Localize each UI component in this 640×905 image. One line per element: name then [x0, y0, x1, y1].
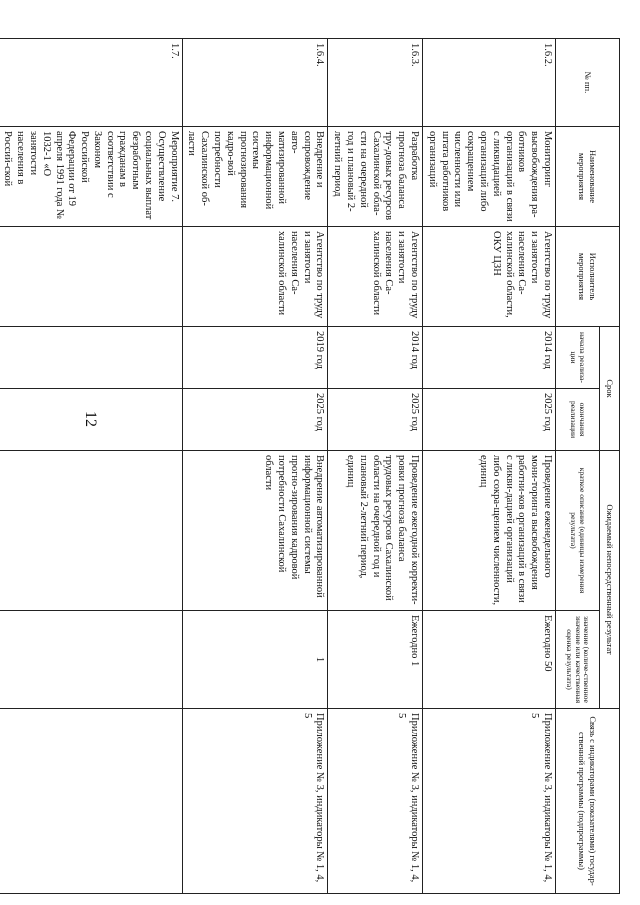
table-row: [0, 39, 182, 894]
cell-link: Приложение № 3, индикаторы № 1, 4, 5: [182, 709, 328, 894]
header-term: Срок: [600, 327, 620, 451]
cell-start: 2014 год: [423, 327, 556, 389]
header-result-desc: краткое описание (единицы измерения результата): [556, 451, 600, 611]
cell-result-value: [0, 611, 182, 709]
cell-num: 1.6.2.: [423, 39, 556, 127]
header-name: Наименование мероприятия: [556, 127, 620, 227]
header-num: № пп.: [556, 39, 620, 127]
cell-link: Приложение № 3, индикаторы № 1, 4, 5: [423, 709, 556, 894]
cell-name: Мероприятие 7. Осуществление социальных выплат безработным гражданам в соответствии с Законом Российской Федерации от 19 апреля 1991 года № 1032-1 «О занятости населения в Россий-ской: [0, 127, 182, 227]
header-link: Связь с индикаторами (показателями) государ-ственной программы (подпрограммы): [556, 709, 620, 894]
header-term-end: окончания реализации: [556, 389, 600, 451]
cell-start: [0, 327, 182, 389]
cell-result-value: Ежегодно 50: [423, 611, 556, 709]
cell-executor: Агентство по труду и занятости населения Са-халинской области: [328, 227, 423, 327]
measures-table-wrapper: [2, 38, 620, 893]
header-executor: Исполнитель мероприятия: [556, 227, 620, 327]
cell-name: Мониторинг высвобождения ра-ботников организаций в связи с ликвидацией организаций либо сокращением численности или штата работников организаций: [423, 127, 556, 227]
cell-start: 2014 год: [328, 327, 423, 389]
header-result-value: значение (количе-ственное значение или качественная оценка результата): [556, 611, 600, 709]
cell-num: 1.6.4.: [182, 39, 328, 127]
measures-table: [0, 38, 620, 894]
table-row: [328, 39, 423, 894]
cell-executor: Агентство по труду и занятости населения Са-халинской области, ОКУ ЦЗН: [423, 227, 556, 327]
cell-num: 1.7.: [0, 39, 182, 127]
rotated-sheet: [2, 38, 620, 893]
cell-link: Приложение № 3, индикаторы № 1, 4, 5: [328, 709, 423, 894]
header-term-start: начала реализа-ции: [556, 327, 600, 389]
cell-result-desc: Проведение ежегодной корректи-ровки прогноза баланса трудовых ресурсов Сахалинской области на очередной год и плановый 2-летний период, единиц: [328, 451, 423, 611]
cell-name: Внедрение и сопровождение авто-матизированной информационной системы прогнозирования кадро-вой потребности Сахалинской об-ласти: [182, 127, 328, 227]
table-row: [182, 39, 328, 894]
cell-link: [0, 709, 182, 894]
cell-executor: Агентство по труду и занятости населения Са-халинской области: [182, 227, 328, 327]
cell-num: 1.6.3.: [328, 39, 423, 127]
cell-end: 2025 год: [182, 389, 328, 451]
cell-end: 2025 год: [423, 389, 556, 451]
cell-result-value: Ежегодно 1: [328, 611, 423, 709]
cell-result-value: 1: [182, 611, 328, 709]
cell-result-desc: Внедрение автоматизированной информационной системы прогно-зирования кадровой потребности Сахалинской области: [182, 451, 328, 611]
page-number: 12: [82, 411, 99, 427]
cell-result-desc: Проведение еженедельного мони-торинга высвобождения работни-ков организаций в связи с ликви-дацией организаций либо сокра-щением численности, единиц: [423, 451, 556, 611]
cell-end: [0, 389, 182, 451]
cell-result-desc: [0, 451, 182, 611]
cell-executor: [0, 227, 182, 327]
table-row: [423, 39, 556, 894]
cell-start: 2019 год: [182, 327, 328, 389]
cell-end: 2025 год: [328, 389, 423, 451]
header-result: Ожидаемый непосредственный результат: [600, 451, 620, 709]
cell-name: Разработка прогноза баланса тру-довых ресурсов Сахалинской обла-сти на очередной год и плановый 2-летний период: [328, 127, 423, 227]
